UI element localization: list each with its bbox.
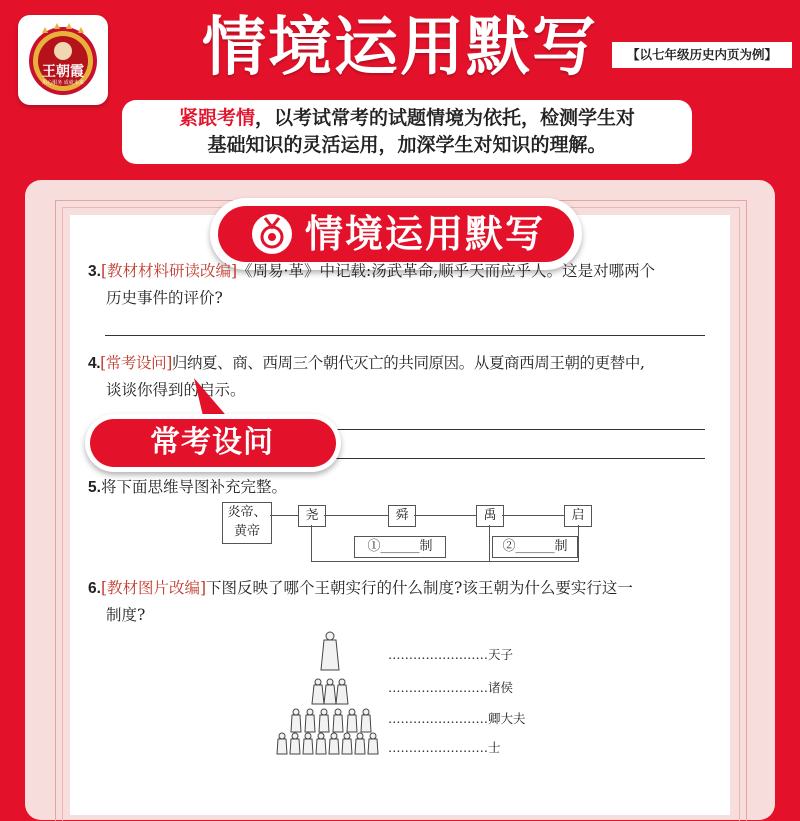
description-line-1 — [122, 105, 692, 132]
dotted-leader: …………………… — [388, 647, 488, 662]
connector — [324, 515, 388, 516]
question-tag: [常考设问] — [100, 354, 172, 372]
logo-subtext: 用心服务 成就未来 — [42, 80, 84, 86]
blank-field-1[interactable]: ①______制 — [354, 536, 446, 558]
question-6-line-1 — [88, 575, 713, 602]
logo-text: 王朝霞 — [42, 64, 84, 80]
question-4-line-1 — [88, 350, 713, 377]
description-highlight: 紧跟考情 — [178, 107, 255, 129]
question-number: 4. — [88, 355, 101, 372]
medal-icon — [250, 212, 294, 256]
description-line-1-rest: ，以考试常考的试题情境为依托，检测学生对 — [255, 107, 636, 129]
hierarchy-row-qingdafu — [388, 709, 526, 727]
callout-text: 常考设问 — [150, 425, 274, 460]
section-title: 情境运用默写 — [305, 212, 546, 256]
question-tag: [教材材料研读改编] — [100, 262, 238, 280]
question-number: 5. — [88, 479, 101, 496]
question-4 — [88, 350, 713, 403]
answer-line[interactable] — [300, 458, 705, 459]
question-3-line-1 — [88, 258, 708, 285]
hierarchy-row-zhuhou — [388, 678, 513, 696]
connector — [502, 515, 564, 516]
question-6-line-2: 制度? — [106, 606, 146, 624]
question-number: 3. — [88, 263, 101, 280]
answer-line[interactable] — [300, 429, 705, 430]
question-4-line-2: 谈谈你得到的启示。 — [106, 381, 246, 399]
question-5 — [88, 474, 708, 501]
question-text: 《周易·革》中记载:汤武革命,顺乎天而应乎人。这是对哪两个 — [237, 262, 656, 280]
mindmap-node-shun: 舜 — [388, 505, 416, 527]
brand-emblem-icon — [18, 15, 108, 105]
hierarchy-row-shi — [388, 738, 501, 756]
hierarchy-row-tianzi — [388, 645, 513, 663]
question-3-line-2: 历史事件的评价? — [106, 289, 223, 307]
connector — [414, 515, 476, 516]
hierarchy-label: 天子 — [488, 647, 514, 662]
description-line-2: 基础知识的灵活运用，加深学生对知识的理解。 — [207, 134, 607, 156]
question-text: 下图反映了哪个王朝实行的什么制度?该王朝为什么要实行这一 — [206, 579, 633, 597]
page-title: 情境运用默写 — [202, 11, 598, 85]
mindmap-start-node — [222, 502, 272, 544]
blank-field-2[interactable]: ②______制 — [492, 536, 578, 558]
feudal-pyramid-illustration — [268, 628, 388, 758]
example-note: 【以七年级历史内页为例】 — [612, 42, 792, 68]
mindmap-start-line-1: 炎帝、 — [227, 505, 267, 520]
hierarchy-label: 诸侯 — [488, 680, 514, 695]
question-3 — [88, 258, 708, 311]
connector — [270, 515, 298, 516]
dotted-leader: …………………… — [388, 740, 488, 755]
answer-line[interactable] — [105, 335, 705, 336]
dotted-leader: …………………… — [388, 711, 488, 726]
brand-logo — [18, 15, 108, 105]
question-text: 将下面思维导图补充完整。 — [100, 478, 287, 496]
mindmap-node-yao: 尧 — [298, 505, 326, 527]
mindmap-node-yu: 禹 — [476, 505, 504, 527]
dotted-leader: …………………… — [388, 680, 488, 695]
question-text: 归纳夏、商、西周三个朝代灭亡的共同原因。从夏商西周王朝的更替中, — [171, 354, 645, 372]
question-tag: [教材图片改编] — [100, 579, 207, 597]
hierarchy-label: 卿大夫 — [488, 711, 526, 726]
hierarchy-label: 士 — [488, 740, 501, 755]
question-6 — [88, 575, 713, 628]
description-box — [122, 100, 692, 164]
mindmap-node-qi: 启 — [564, 505, 592, 527]
question-number: 6. — [88, 580, 101, 597]
mindmap-start-line-2: 黄帝 — [233, 524, 260, 539]
